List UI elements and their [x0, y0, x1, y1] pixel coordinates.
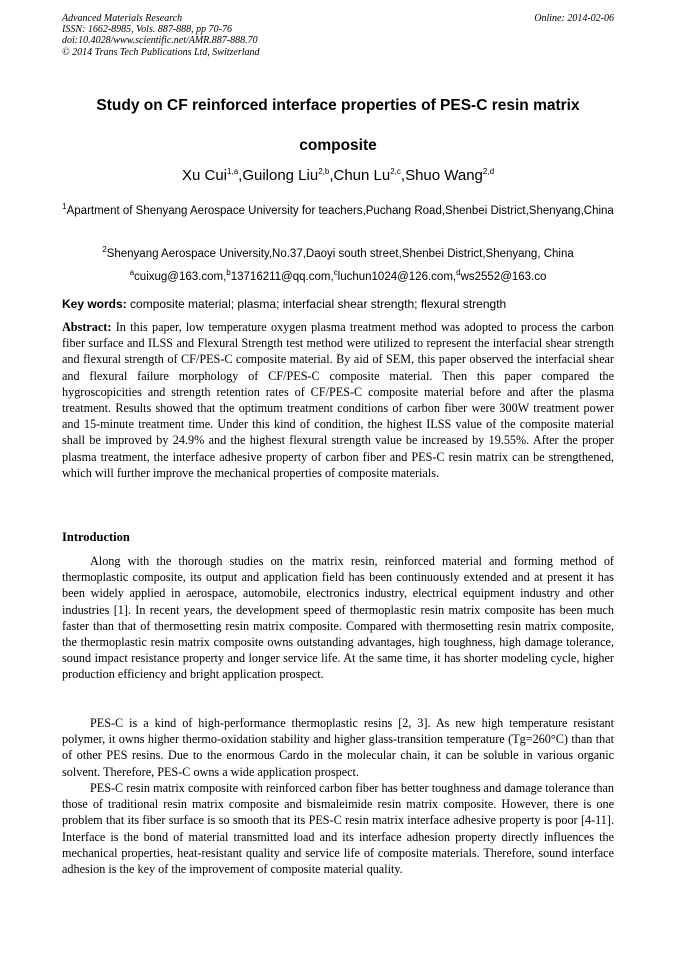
- email-sup: a: [129, 268, 135, 278]
- affiliation-1: [62, 202, 614, 220]
- paper-title: Study on CF reinforced interface properties of PES-C resin matrix composite: [96, 97, 580, 154]
- email-address: 13716211@qq.com: [230, 271, 331, 283]
- paragraph-text: PES-C is a kind of high-performance thermoplastic resins [2, 3]. As new high temperature resistant polymer, it owns higher thermo-oxidation stability and higher glass-transition temperature (Tg=260°C) than that of other PES resins. Due to the enormous Cardo in the molecular chain, it can be soluble in various organic solvent. Therefore, PES-C owns a wide application prospect.: [62, 716, 614, 779]
- journal-header: [62, 13, 362, 58]
- author-sup: 2,b: [318, 167, 330, 176]
- keywords-label: Key words:: [62, 297, 127, 311]
- intro-paragraph-2: [62, 715, 614, 780]
- email-sup: b: [226, 268, 231, 278]
- author-name: Xu Cui: [181, 167, 228, 184]
- keywords: [62, 295, 614, 313]
- author-name: Guilong Liu: [242, 167, 319, 184]
- copyright-line: © 2014 Trans Tech Publications Ltd, Switzerland: [62, 46, 260, 58]
- author-name: Chun Lu: [333, 167, 391, 184]
- email-list: $^a$cuixug@163.com,$^b$13716211@qq.com,$^c$luchun1024@126.com,$^d$ws2552@163.co: [129, 268, 547, 283]
- abstract-text: In this paper, low temperature oxygen plasma treatment method was adopted to process the carbon fiber surface and ILSS and Flexural Strength test method were utilized to represent the interfacial shear strength and flexural strength of CF/PES-C composite material. By aid of SEM, this paper observed the interfacial shear and flexural failure morphology of CF/PES-C composite material. Then this paper compared the hygroscopicities and strength retention rates of CF/PES-C composite material before and after the plasma treatment. Results showed that the optimum treatment conditions of carbon fiber were 300W treatment power and 15-minute treatment time. Under this kind of condition, the highest ILSS value of the composite material shall be improved by 24.9% and the highest flexural strength value be increased by 19.55%. After the proper plasma treatment, the interface adhesive property of carbon fiber and PES-C resin matrix can be strengthened, which will further improve the mechanical properties of composite materials.: [62, 320, 614, 480]
- affiliation-text: Apartment of Shenyang Aerospace University for teachers,Puchang Road,Shenbei District,Shenyang,China: [66, 205, 614, 217]
- email-sup: c: [333, 268, 338, 278]
- author-name: Shuo Wang: [405, 167, 483, 184]
- doi-line: doi:10.4028/www.scientific.net/AMR.887-888.70: [62, 35, 258, 47]
- intro-paragraph-3: [62, 780, 614, 877]
- online-date: Online: 2014-02-06: [534, 13, 614, 24]
- author-sup: 2,d: [482, 167, 495, 176]
- affiliation-sup: 2: [102, 245, 107, 255]
- email-address: ws2552@163.co: [460, 271, 547, 283]
- affiliation-2: [62, 245, 614, 263]
- paragraph-text: PES-C resin matrix composite with reinforced carbon fiber has better toughness and damage tolerance than those of traditional resin matrix composite and bismaleimide resin matrix composite. However, there is one problem that its fiber surface is so smooth that its PES-C resin matrix interface adhesive property is poor [4-11]. Interface is the bond of material transmitted load and its interface adhesion property directly influences the mechanical properties, heat-resistant quality and service life of composite materials. Therefore, sound interface adhesion is the key of the improvement of composite material quality.: [62, 781, 614, 877]
- email-address: luchun1024@126.com: [337, 271, 453, 283]
- paragraph-text: Along with the thorough studies on the matrix resin, reinforced material and forming method of thermoplastic composite, its output and application field has been continuously extended and at present it has been widely applied in aerospace, automobile, electronics industry, electrical equipment industry and other industries [1]. In recent years, the development speed of thermoplastic resin matrix composite has been much faster than that of thermosetting resin matrix composite. Compared with thermosetting resin matrix composite, the thermoplastic resin matrix composite owns outstanding advantages, high toughness, high damage tolerance, sound impact resistance property and longer service life. At the same time, it has shorter modeling cycle, higher production efficiency and bright application prospect.: [62, 554, 614, 682]
- journal-name: Advanced Materials Research: [62, 13, 183, 24]
- author-list: Xu Cui$^{1,a}$,Guilong Liu$^{2,b}$,Chun Lu$^{2,c}$,Shuo Wang$^{2,d}$: [181, 167, 495, 184]
- email-sup: d: [456, 268, 461, 278]
- author-sup: 1,a: [227, 167, 239, 176]
- section-heading-introduction: Introduction: [62, 530, 130, 544]
- affiliation-sup: 1: [62, 202, 67, 212]
- keywords-text: composite material; plasma; interfacial shear strength; flexural strength: [130, 297, 507, 311]
- abstract: [62, 319, 614, 481]
- abstract-label: Abstract:: [62, 320, 112, 334]
- email-address: cuixug@163.com: [134, 271, 224, 283]
- author-sup: 2,c: [390, 167, 401, 176]
- intro-paragraph-1: [62, 553, 614, 683]
- issn-line: ISSN: 1662-8985, Vols. 887-888, pp 70-76: [62, 24, 232, 36]
- affiliation-text: Shenyang Aerospace University,No.37,Daoyi south street,Shenbei District,Shenyang, China: [106, 248, 574, 260]
